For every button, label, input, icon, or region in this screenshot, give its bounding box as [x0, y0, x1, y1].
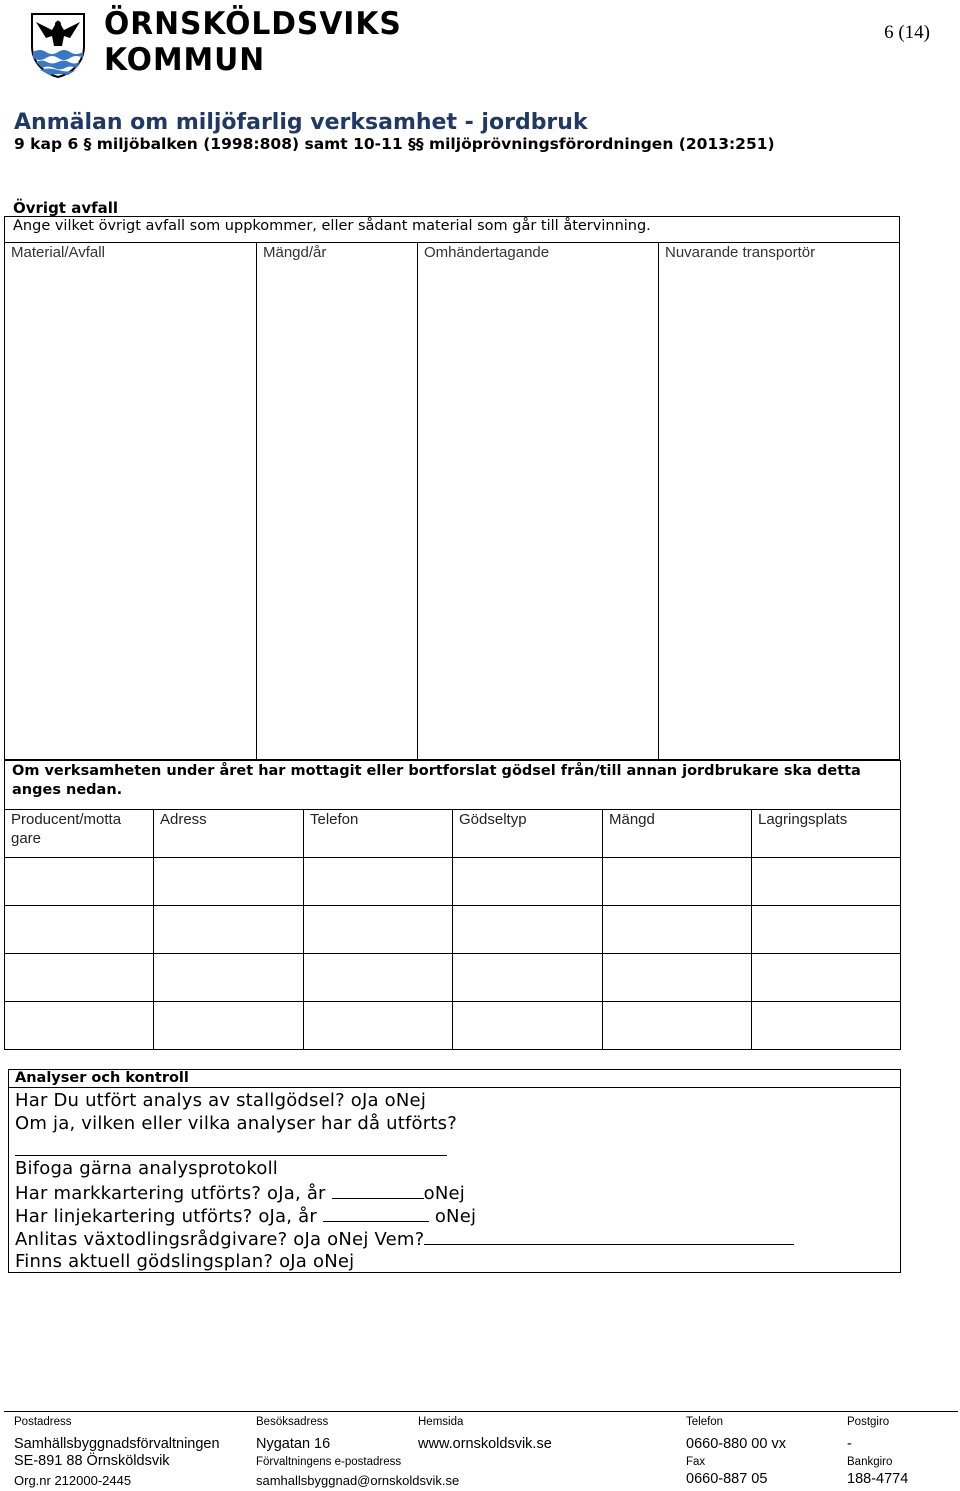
- radio-ja-ar[interactable]: oJa, år: [258, 1206, 317, 1227]
- column-header-godseltyp: Gödseltyp: [459, 811, 527, 828]
- footer-label-besoksadress: Besöksadress: [256, 1416, 329, 1428]
- question-markkartering: [15, 1182, 465, 1204]
- column-divider: [153, 809, 154, 1049]
- logo-line-2: KOMMUN: [104, 42, 266, 78]
- column-divider: [751, 809, 752, 1049]
- answer-line-analyser[interactable]: [15, 1155, 447, 1156]
- label-vem: Vem?: [374, 1229, 425, 1250]
- radio-ja[interactable]: oJa: [350, 1090, 379, 1111]
- year-input-line[interactable]: [332, 1182, 424, 1199]
- logo-line-1: ÖRNSKÖLDSVIKS: [104, 6, 402, 42]
- analyser-title-divider: [8, 1087, 901, 1088]
- municipality-name-logo: [104, 6, 402, 78]
- column-divider: [417, 242, 418, 759]
- godsel-table: [4, 760, 901, 1050]
- footer-telefon: 0660-880 00 vx: [686, 1436, 786, 1452]
- table-header-divider: [5, 242, 899, 243]
- radio-nej[interactable]: oNej: [434, 1206, 477, 1227]
- question-godslingsplan: [15, 1251, 354, 1272]
- godsel-description: Om verksamheten under året har mottagit eller bortforslat gödsel från/till annan jordbrukare ska detta anges nedan.: [12, 763, 861, 798]
- column-header-mangd: Mängd/år: [263, 244, 327, 261]
- section-title-ovrigt-avfall: Övrigt avfall: [13, 199, 119, 217]
- footer-label-telefon: Telefon: [686, 1416, 724, 1428]
- footer-fax: 0660-887 05: [686, 1471, 768, 1487]
- footer-bankgiro: 188-4774: [847, 1471, 909, 1487]
- footer-label-epost: Förvaltningens e-postadress: [256, 1456, 402, 1468]
- footer-besoksadress: Nygatan 16: [256, 1436, 331, 1452]
- question-text: Har Du utfört analys av stallgödsel?: [15, 1090, 345, 1111]
- column-divider: [602, 809, 603, 1049]
- question-text: Anlitas växtodlingsrådgivare?: [15, 1229, 288, 1250]
- footer-orgnr: Org.nr 212000-2445: [14, 1473, 132, 1488]
- document-subtitle: 9 kap 6 § miljöbalken (1998:808) samt 10-11 §§ miljöprövningsförordningen (2013:251): [14, 135, 775, 153]
- footer-postadress-2: SE-891 88 Örnsköldsvik: [14, 1453, 170, 1469]
- page-number: 6 (14): [884, 22, 930, 43]
- footer-postgiro: -: [847, 1436, 852, 1452]
- footer-hemsida[interactable]: www.ornskoldsvik.se: [418, 1436, 552, 1452]
- column-divider: [658, 242, 659, 759]
- radio-ja[interactable]: oJa: [293, 1229, 322, 1250]
- question-text: Har linjekartering utförts?: [15, 1206, 253, 1227]
- question-text: Finns aktuell gödslingsplan?: [15, 1251, 274, 1272]
- radio-nej[interactable]: oNej: [384, 1090, 427, 1111]
- question-text: Har markkartering utförts?: [15, 1183, 262, 1204]
- footer-label-postgiro: Postgiro: [847, 1416, 890, 1428]
- footer-divider: [4, 1411, 958, 1412]
- question-vaxtodlingsradgivare: [15, 1228, 794, 1250]
- radio-ja[interactable]: oJa: [279, 1251, 308, 1272]
- column-header-producent: Producent/motta gare: [11, 811, 122, 847]
- footer-label-fax: Fax: [686, 1456, 706, 1468]
- footer-label-postadress: Postadress: [14, 1416, 72, 1428]
- column-header-material: Material/Avfall: [11, 244, 105, 261]
- footer-label-hemsida: Hemsida: [418, 1416, 464, 1428]
- footer-postadress-1: Samhällsbyggnadsförvaltningen: [14, 1436, 220, 1452]
- column-header-telefon: Telefon: [310, 811, 359, 828]
- column-divider: [452, 809, 453, 1049]
- column-header-lagringsplats: Lagringsplats: [758, 811, 848, 828]
- radio-nej[interactable]: oNej: [423, 1183, 465, 1204]
- question-vilka-analyser: Om ja, vilken eller vilka analyser har då utförts?: [15, 1113, 457, 1134]
- question-analys-stallgodsel: [15, 1090, 426, 1111]
- radio-ja-ar[interactable]: oJa, år: [267, 1183, 326, 1204]
- footer-epost[interactable]: samhallsbyggnad@ornskoldsvik.se: [256, 1473, 460, 1488]
- note-bifoga-analysprotokoll: Bifoga gärna analysprotokoll: [15, 1158, 278, 1179]
- column-header-transportor: Nuvarande transportör: [665, 244, 816, 261]
- ovrigt-avfall-table: [4, 216, 900, 760]
- footer-label-bankgiro: Bankgiro: [847, 1456, 893, 1468]
- vem-input-line[interactable]: [424, 1228, 794, 1245]
- section-title-analyser: Analyser och kontroll: [15, 1070, 189, 1086]
- column-divider: [256, 242, 257, 759]
- radio-nej[interactable]: oNej: [312, 1251, 355, 1272]
- section-description-ovrigt-avfall: Ange vilket övrigt avfall som uppkommer, eller sådant material som går till återvinning.: [13, 218, 651, 234]
- radio-nej[interactable]: oNej: [327, 1229, 369, 1250]
- document-title: Anmälan om miljöfarlig verksamhet - jordbruk: [14, 110, 588, 135]
- column-divider: [303, 809, 304, 1049]
- column-header-omhandertagande: Omhändertagande: [424, 244, 550, 261]
- column-header-mangd: Mängd: [609, 811, 655, 828]
- year-input-line[interactable]: [323, 1205, 429, 1222]
- column-header-adress: Adress: [160, 811, 207, 828]
- question-linjekartering: [15, 1205, 476, 1227]
- municipality-shield-logo: [30, 12, 86, 78]
